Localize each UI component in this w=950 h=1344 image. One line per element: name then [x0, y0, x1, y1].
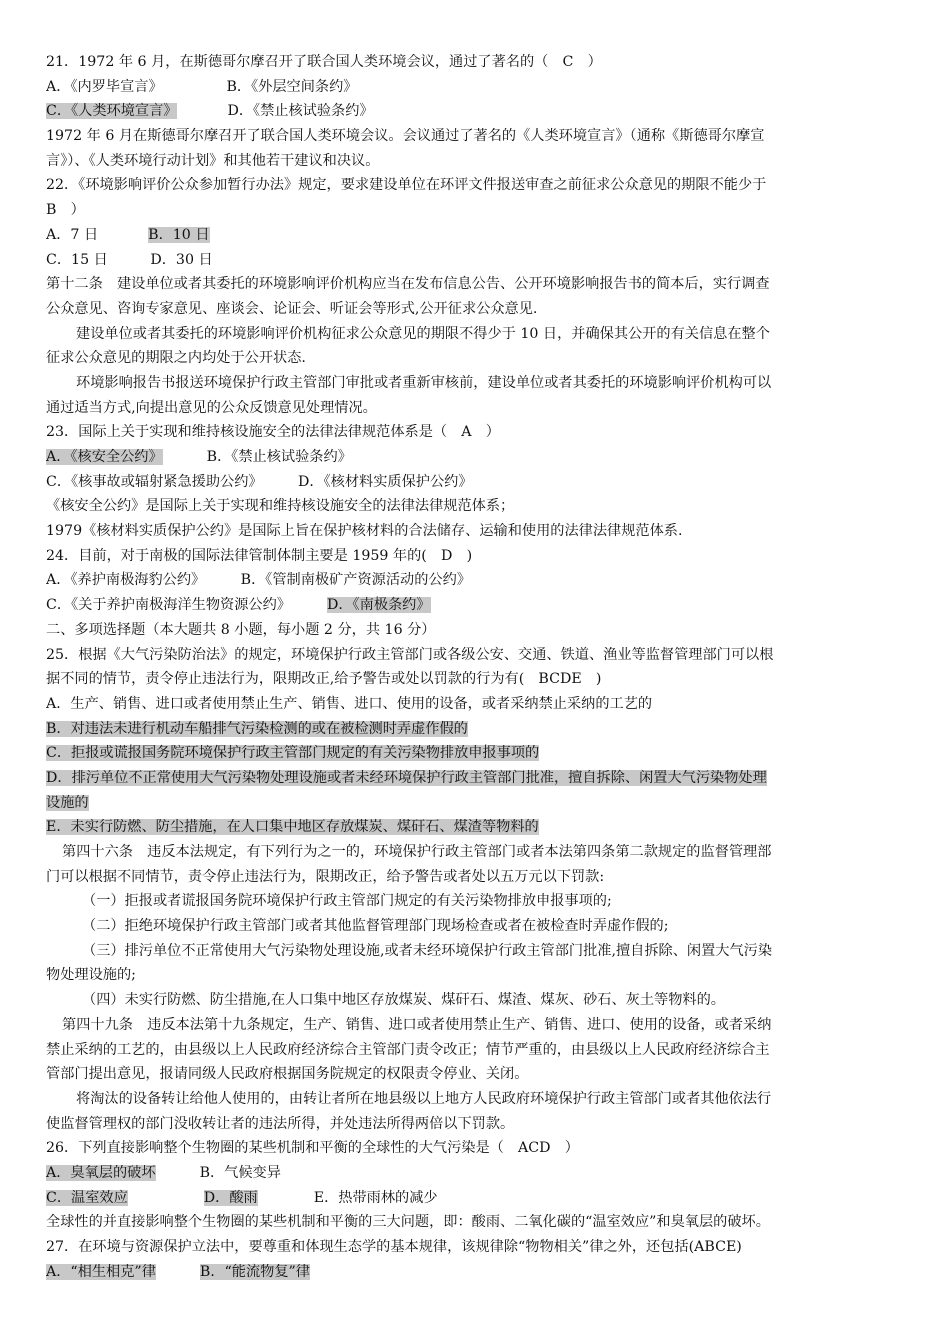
- text-line: [46, 889, 908, 914]
- line-text: 通过适当方式,向提出意见的公众反馈意见处理情况。: [46, 399, 377, 416]
- text-line: [46, 791, 908, 816]
- text-line: [46, 1210, 908, 1235]
- document-page: [46, 50, 908, 1284]
- text-line: [46, 1235, 908, 1260]
- text-line: [46, 198, 908, 223]
- text-line: [46, 741, 908, 766]
- line-text: 第四十九条 违反本法第十九条规定，生产、销售、进口或者使用禁止生产、销售、进口、使用的设备，或者采纳: [62, 1016, 772, 1033]
- line-text: 25．根据《大气污染防治法》的规定，环境保护行政主管部门或各级公安、交通、铁道、渔业等监督管理部门可以根: [46, 646, 774, 663]
- line-text: A．《内罗毕宣言》 B．《外层空间条约》: [46, 78, 358, 95]
- line-text: 言》）、《人类环境行动计划》和其他若干建议和决议。: [46, 152, 380, 169]
- text-line: [46, 470, 908, 495]
- line-text: 1979《核材料实质保护公约》是国际上旨在保护核材料的合法储存、运输和使用的法律法律规范体系.: [46, 523, 683, 540]
- line-text-option: B．10 日: [148, 226, 210, 243]
- text-line: [46, 1062, 908, 1087]
- line-text-option: D．酸雨: [203, 1189, 258, 1206]
- line-text: C．《核事故或辐射紧急援助公约》 D．《核材料实质保护公约》: [46, 473, 473, 490]
- text-line: [46, 667, 908, 692]
- text-line: [46, 815, 908, 840]
- text-line: [46, 173, 908, 198]
- text-line: [46, 1038, 908, 1063]
- text-line: [46, 75, 908, 100]
- line-text: C．温室效应: [46, 1189, 128, 1206]
- text-line: [46, 371, 908, 396]
- line-text: 二、多项选择题（本大题共 8 小题，每小题 2 分，共 16 分）: [46, 621, 436, 638]
- line-text: 公众意见、咨询专家意见、座谈会、论证会、听证会等形式,公开征求公众意见.: [46, 300, 538, 317]
- text-line: [46, 766, 908, 791]
- line-text: （三）排污单位不正常使用大气污染物处理设施,或者未经环境保护行政主管部门批准,擅自拆除、闲置大气污染: [82, 942, 773, 959]
- text-line: [46, 1161, 908, 1186]
- line-text: 21．1972 年 6 月，在斯德哥尔摩召开了联合国人类环境会议，通过了著名的（ C ）: [46, 54, 602, 70]
- line-text: D．排污单位不正常使用大气污染物处理设施或者未经环境保护行政主管部门批准，擅自拆除、闲置大气污染物处理: [46, 769, 767, 786]
- line-text: 据不同的情节，责令停止违法行为，限期改正,给予警告或处以罚款的行为有( BCDE ): [46, 671, 602, 688]
- text-line: [46, 568, 908, 593]
- line-text: 1972 年 6 月在斯德哥尔摩召开了联合国人类环境会议。会议通过了著名的《人类环境宣言》（通称《斯德哥尔摩宣: [46, 128, 765, 145]
- line-text: 门可以根据不同情节，责令停止违法行为，限期改正，给予警告或者处以五万元以下罚款:: [46, 868, 605, 885]
- text-line: [46, 840, 908, 865]
- line-text: 管部门提出意见，报请同级人民政府根据国务院规定的权限责令停业、关闭。: [46, 1066, 529, 1083]
- text-line: [46, 1087, 908, 1112]
- line-text-option: D．《南极条约》: [326, 597, 431, 614]
- line-text: 第四十六条 违反本法规定，有下列行为之一的，环境保护行政主管部门或者本法第四条第二款规定的监督管理部: [62, 844, 772, 860]
- line-text: 23．国际上关于实现和维持核设施安全的法律法律规范体系是（ A ）: [46, 424, 500, 441]
- text-line: [46, 865, 908, 890]
- line-text: 《核安全公约》是国际上关于实现和维持核设施安全的法律法律规范体系；: [46, 498, 515, 515]
- line-text: 第十二条 建设单位或者其委托的环境影响评价机构应当在发布信息公告、公开环境影响报告书的简本后，实行调查: [46, 276, 770, 293]
- text-line: [46, 1260, 908, 1285]
- line-text: A．“相生相克”律: [46, 1263, 156, 1280]
- line-text: B．对违法未进行机动车船排气污染检测的或在被检测时弄虚作假的: [46, 720, 468, 737]
- line-text: 物处理设施的;: [46, 967, 136, 984]
- line-text: 征求公众意见的期限之内均处于公开状态.: [46, 350, 306, 367]
- text-line: [46, 1136, 908, 1161]
- line-text-option: B．气候变异: [199, 1164, 281, 1181]
- text-line: [46, 914, 908, 939]
- text-line: [46, 519, 908, 544]
- line-text: B ）: [46, 202, 85, 219]
- text-line: [46, 717, 908, 742]
- text-line: [46, 692, 908, 717]
- line-text: E．未实行防燃、防尘措施，在人口集中地区存放煤炭、煤矸石、煤渣等物料的: [46, 819, 539, 836]
- line-text-option: E．热带雨林的减少: [313, 1189, 438, 1206]
- text-line: [46, 50, 908, 75]
- text-line: [46, 618, 908, 643]
- line-text: 22．《环境影响评价公众参加暂行办法》规定，要求建设单位在环评文件报送审查之前征求公众意见的期限不能少于: [46, 177, 767, 194]
- line-text: C．15 日 D．30 日: [46, 251, 213, 268]
- line-text-option: B．《禁止核试验条约》: [206, 449, 352, 465]
- line-text: A．生产、销售、进口或者使用禁止生产、销售、进口、使用的设备，或者采纳禁止采纳的工艺的: [46, 695, 653, 712]
- line-text: （四）未实行防燃、防尘措施,在人口集中地区存放煤炭、煤矸石、煤渣、煤灰、砂石、灰土等物料的。: [82, 992, 725, 1009]
- line-text: 26．下列直接影响整个生物圈的某些机制和平衡的全球性的大气污染是（ ACD ）: [46, 1140, 579, 1157]
- line-text: C．拒报或谎报国务院环境保护行政主管部门规定的有关污染物排放申报事项的: [46, 745, 540, 762]
- text-line: [46, 593, 908, 618]
- text-line: [46, 1112, 908, 1137]
- text-line: [46, 223, 908, 248]
- text-line: [46, 420, 908, 445]
- text-line: [46, 124, 908, 149]
- line-text: C．《人类环境宣言》: [46, 103, 178, 120]
- line-text: 环境影响报告书报送环境保护行政主管部门审批或者重新审核前，建设单位或者其委托的环境影响评价机构可以: [76, 374, 772, 391]
- text-line: [46, 346, 908, 371]
- line-text: 将淘汰的设备转让给他人使用的，由转让者所在地县级以上地方人民政府环境保护行政主管部门或者其他依法行: [76, 1090, 772, 1107]
- text-line: [46, 322, 908, 347]
- line-text: A．7 日: [46, 226, 99, 243]
- text-line: [46, 149, 908, 174]
- text-line: [46, 643, 908, 668]
- line-text-option: D．《禁止核试验条约》: [227, 103, 374, 120]
- line-text: A．《核安全公约》: [46, 449, 163, 465]
- line-text: 全球性的并直接影响整个生物圈的某些机制和平衡的三大问题，即：酸雨、二氧化碳的“温室效应”和臭氧层的破坏。: [46, 1214, 770, 1231]
- line-text: 使监督管理权的部门没收转让者的违法所得，并处违法所得两倍以下罚款。: [46, 1115, 515, 1132]
- text-line: [46, 272, 908, 297]
- line-text: A．《养护南极海豹公约》 B．《管制南极矿产资源活动的公约》: [46, 572, 471, 589]
- text-line: [46, 544, 908, 569]
- line-text: 27．在环境与资源保护立法中，要尊重和体现生态学的基本规律，该规律除“物物相关”律之外，还包括(ABCE): [46, 1239, 742, 1255]
- text-line: [46, 1186, 908, 1211]
- line-text: 禁止采纳的工艺的，由县级以上人民政府经济综合主管部门责令改正；情节严重的，由县级以上人民政府经济综合主: [46, 1041, 770, 1058]
- line-text: 24．目前，对于南极的国际法律管制体制主要是 1959 年的( D ): [46, 547, 473, 564]
- line-text: （二）拒绝环境保护行政主管部门或者其他监督管理部门现场检查或者在被检查时弄虚作假的;: [82, 918, 669, 935]
- line-text: 建设单位或者其委托的环境影响评价机构征求公众意见的期限不得少于 10 日，并确保其公开的有关信息在整个: [76, 325, 770, 342]
- text-line: [46, 988, 908, 1013]
- text-line: [46, 99, 908, 124]
- line-text: C．《关于养护南极海洋生物资源公约》: [46, 597, 291, 614]
- text-line: [46, 297, 908, 322]
- line-text: （一）拒报或者谎报国务院环境保护行政主管部门规定的有关污染物排放申报事项的;: [82, 893, 612, 910]
- text-line: [46, 1013, 908, 1038]
- text-line: [46, 494, 908, 519]
- text-line: [46, 963, 908, 988]
- text-line: [46, 939, 908, 964]
- text-line: [46, 396, 908, 421]
- line-text: A．臭氧层的破坏: [46, 1164, 156, 1181]
- line-text: 设施的: [46, 794, 89, 811]
- text-line: [46, 445, 908, 470]
- text-line: [46, 248, 908, 273]
- line-text-option: B．“能流物复”律: [199, 1263, 310, 1280]
